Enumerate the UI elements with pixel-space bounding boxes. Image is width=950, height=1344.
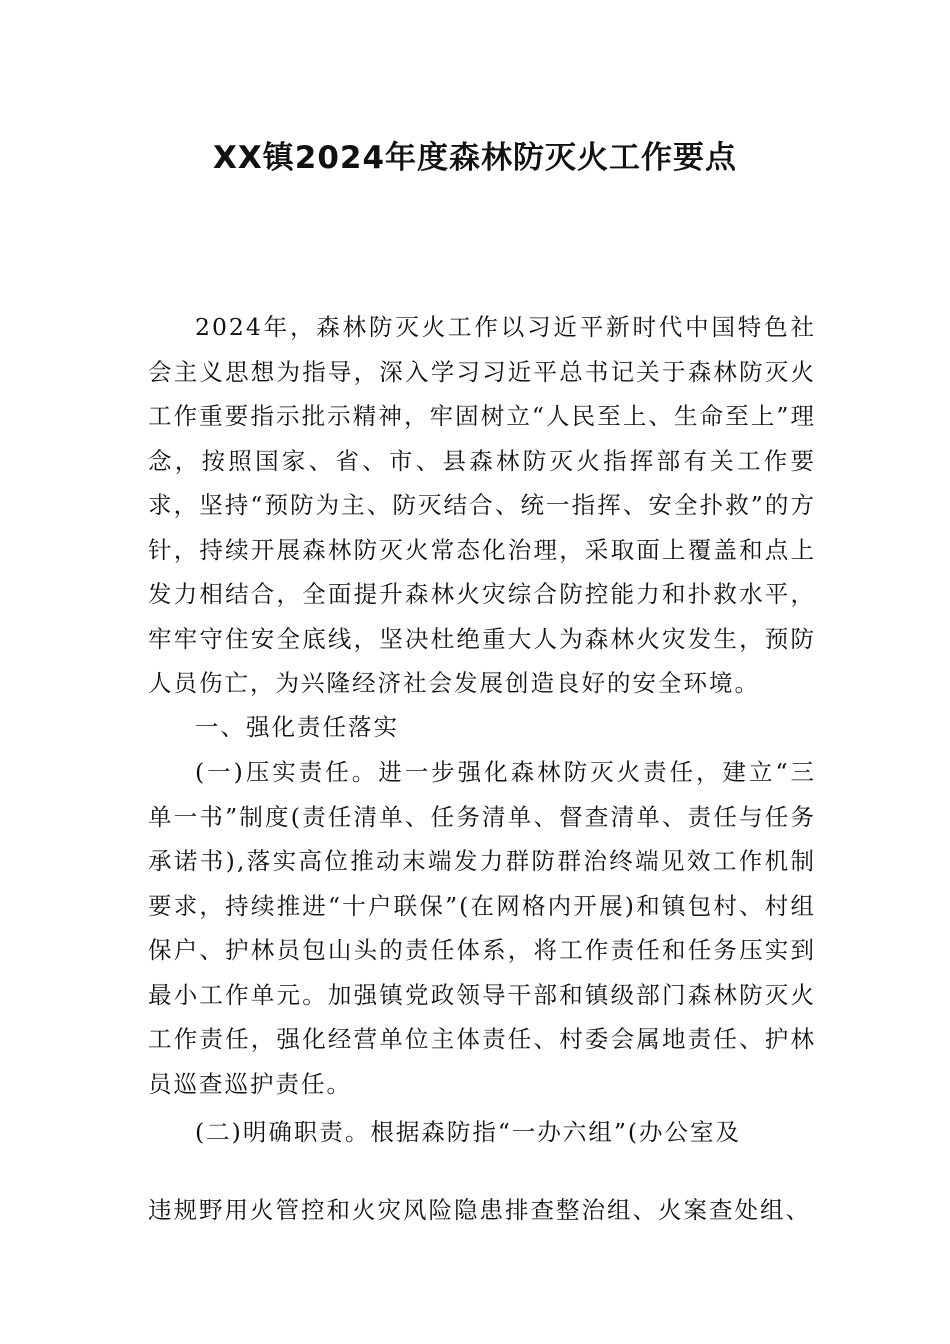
item-paragraph-2: (二)明确职责。根据森防指“一办六组”(办公室及 bbox=[195, 1118, 742, 1146]
intro-paragraph: 2024年，森林防灭火工作以习近平新时代中国特色社会主义思想为指导，深入学习习近平总书记关于森林防灭火工作重要指示批示精神，牢固树立“人民至上、生命至上”理念，按照国家、省、市、县森林防灭火指挥部有关工作要求，坚持“预防为主、防灭结合、统一指挥、安全扑救”的方针，持续开展森林防灭火常态化治理，采取面上覆盖和点上发力相结合，全面提升森林火灾综合防控能力和扑救水平，牢牢守住安全底线，坚决杜绝重大人为森林火灾发生，预防人员伤亡，为兴隆经济社会发展创造良好的安全环境。 bbox=[148, 313, 816, 697]
document-title: XX镇2024年度森林防灭火工作要点 bbox=[212, 140, 738, 176]
item-paragraph-1: (一)压实责任。进一步强化森林防灭火责任，建立“三单一书”制度(责任清单、任务清单、督查清单、责任与任务承诺书),落实高位推动末端发力群防群治终端见效工作机制要求，持续推进“十户联保”(在网格内开展)和镇包村、村组保户、护林员包山头的责任体系，将工作责任和任务压实到最小工作单元。加强镇党政领导干部和镇级部门森林防灭火工作责任，强化经营单位主体责任、村委会属地责任、护林员巡查巡护责任。 bbox=[148, 758, 816, 1098]
section-heading-1: 一、强化责任落实 bbox=[195, 713, 399, 741]
item-paragraph-2-continued: 违规野用火管控和火灾风险隐患排查整治组、火案查处组、 bbox=[148, 1196, 811, 1224]
